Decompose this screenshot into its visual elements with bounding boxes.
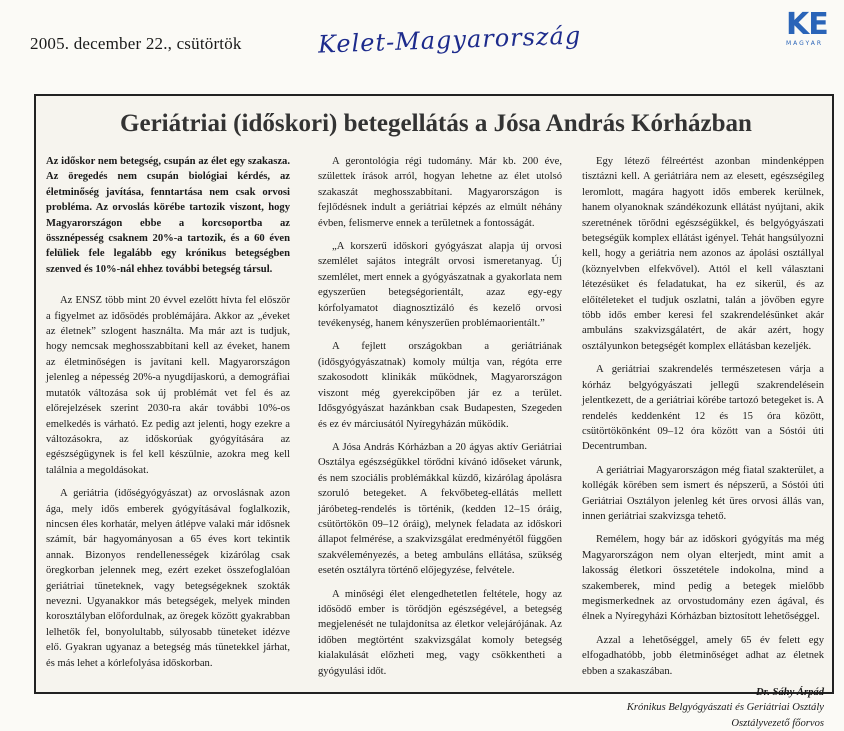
paragraph: A geriátriai szakrendelés természetesen várja a kórház belgyógyászati jellegű szakrendelésein jelentkezett, de a geriátriai körébe tartozó betegeket is. A rendelés keddenként 12 és 15 óra között, csütörtökönként 09–12 óra között van a Sóstói úti Decentrumban.: [582, 364, 824, 453]
paragraph: A minőségi élet elengedhetetlen feltétele, hogy az idősödő ember is törődjön egészségével, a betegség megjelenését ne tulajdonítsa az életkor velejárójának. Az időben megtörtént szakvizsgálat komoly betegség kialakulását előzheti meg, vagy csökkentheti a gyógyulási időt.: [318, 588, 562, 677]
logo-subtext: MAGYAR: [786, 40, 823, 47]
logo-text: KE: [786, 8, 828, 42]
article-clipping: [34, 94, 834, 729]
paragraph: A geriátriai Magyarországon még fiatal szakterület, a kollégák körében sem ismert és népszerű, a Sóstói úti Geriátriai Osztályon jelenleg két üres orvosi állás van, innen geriátriai szakvizsga tehető.: [582, 464, 824, 522]
article-lead: Az időskor nem betegség, csupán az élet egy szakasza. Az öregedés nem csupán biológiai kérdés, az életminőség javítása, fenntartása nem csak orvosi probléma. Az orvoslás körébe tartozik viszont, hogy Magyarországon ebbe a korcsoportba az össznépesség csaknem 20%-a tartozik, és a 60 éven felüliek fele legalább egy krónikus betegségben szenved és 10%-nál ehhez további betegség társul.: [46, 156, 290, 275]
author-department: Krónikus Belgyógyászati és Geriátriai Osztály: [626, 702, 824, 714]
publication-date: 2005. december 22., csütörtök: [30, 34, 242, 53]
paragraph: Az ENSZ több mint 20 évvel ezelőtt hívta fel először a figyelmet az idősödés problémájára. Akkor az „éveket az életnek” szlogent használta. Ma már azt is tudjuk, hogy nemcsak meghosszabbítani kell az éveket, hanem az életminőségen is javítani kell. Magyarországon jelenleg a népesség 20%-a nyugdíjaskorú, a demográfiai mutatók változása sok új problémát vet fel és az előrejelzések szerint 2030-ra akár további 10%-os emelkedés is várható. Ez pedig azt jelenti, hogy ezekre a változásokra, az időskorúak gyógyítására az egészségügynek is fel kell készülnie, azokra meg kell találnia a megoldásokat.: [46, 295, 290, 476]
paragraph: „A korszerű időskori gyógyászat alapja új orvosi szemlélet sajátos integrált orvosi ismeretanyag. Új szemlélet, mert ennek a gyógyászatnak a gyakorlata nem egyszerűen betegségorientált, azaz egy-egy kórfolyamatot diagnosztizáló és kezelő orvosi tevékenység, hanem kényszerűen problémaorientált.”: [318, 241, 562, 330]
paragraph: A gerontológia régi tudomány. Már kb. 200 éve, születtek írások arról, hogyan lehetne az élet utolsó szakaszát meghosszabbítani. Magyarországon is fejlődésnek indult a geriátriai képzés az elmúlt néhány évben, felismerve ennek a területnek a fontosságát.: [318, 156, 562, 229]
paragraph: Remélem, hogy bár az időskori gyógyítás ma még Magyarországon nem olyan elterjedt, mint amit a lakosság életkori összetétele indokolna, mind a szakemberek, mind pedig a betegek mielőbb megismerkednek az orvostudomány ezen ágával, és élnek a Nyíregyházi Kórházban biztosított lehetőséggel.: [582, 534, 824, 623]
newspaper-logo: [786, 8, 842, 52]
paragraph: A fejlett országokban a geriátriának (idősgyógyászatnak) komoly múltja van, régóta erre szakosodott klinikák működnek, Magyarországon viszont még gyerekcipőben jár ez a terület. Idősgyógyászat hazánkban csak Budapesten, Szegeden és ez év márciusától Nyíregyházán működik.: [318, 341, 562, 430]
article-column-1: [46, 154, 290, 671]
paragraph: Egy létező félreértést azonban mindenképpen tisztázni kell. A geriátriára nem az elesett, egészségileg leromlott, magára hagyott idős emberek kerülnek, hanem olyanoknak szándékozunk ellátást nyújtani, akik szeretnének törődni egészségükkel, és belgyógyászati betegségük komplex ellátást igényel. Tehát hangsúlyozni kell, hogy a geriátria nem azonos az ápolási osztállyal (köznyelvben elfekvővel). Attól el kell választani létezésüket és feladatukat, ha ez sikerül, és az előítéleteket el tudjuk oszlatni, talán a jövőben egyre több idős ember keresi fel szakrendelésünket akár ambuláns szakvizsgálatért, de akár azért, hogy osztályunkon betegségét komplex ellátásban kezeljék.: [582, 156, 824, 352]
author-signature: [582, 685, 824, 731]
article-column-2: [318, 154, 562, 679]
paragraph: Azzal a lehetőséggel, amely 65 év felett egy elfogadhatóbb, jobb életminőséget adhat az életnek ebben a szakaszában.: [582, 634, 824, 677]
author-name: Dr. Sáhy Árpád: [756, 687, 824, 698]
paragraph: A Jósa András Kórházban a 20 ágyas aktív Geriátriai Osztálya egészségükkel törődni kívánó időseket várunk, és nem szociális problémákkal küzdő, kizárólag ápolásra szoruló betegeket. A fekvőbeteg-ellátás mellett járóbeteg-rendelés is történik, (kedden 12–15 óráig, csütörtökön 09–12 óráig), melynek feladata az időskori állapot felmérése, a szakvizsgálat eredményétől függően szakvéleményezés, a beteg ambuláns ellátása, szükség esetén osztályra történő előjegyzése, felvétele.: [318, 441, 562, 577]
article-column-3: [582, 154, 824, 731]
article-title: Geriátriai (időskori) betegellátás a Jósa András Kórházban: [120, 110, 752, 137]
paragraph: A geriátria (időségyógyászat) az orvoslásnak azon ága, mely idős emberek gyógyításával foglalkozik, nincsen éles korhatár, melyen átlépve valaki már idősnek számít, bár hagyományosan a 65 éves kort tekintik annak. Bizonyos rendellenességek kizárólag csak öregkorban jelennek meg, ezért ezeket összefoglalóan geriátriai tüneteknek, vagy betegségeknek szokták nevezni. Ugyanakkor más betegségek, melyek minden korosztályban előfordulnak, az öregek között gyakrabban lelhetők fel, bonyolultabb, súlyosabb tüneteket idézve elő. Gyakran ugyanaz a betegség más tünetekkel járhat, és más lehet a kórlefolyása időskorban.: [46, 488, 290, 669]
author-position: Osztályvezető főorvos: [731, 717, 824, 729]
handwritten-source-note: Kelet-Magyarország: [317, 21, 582, 59]
newspaper-header: [0, 0, 844, 88]
